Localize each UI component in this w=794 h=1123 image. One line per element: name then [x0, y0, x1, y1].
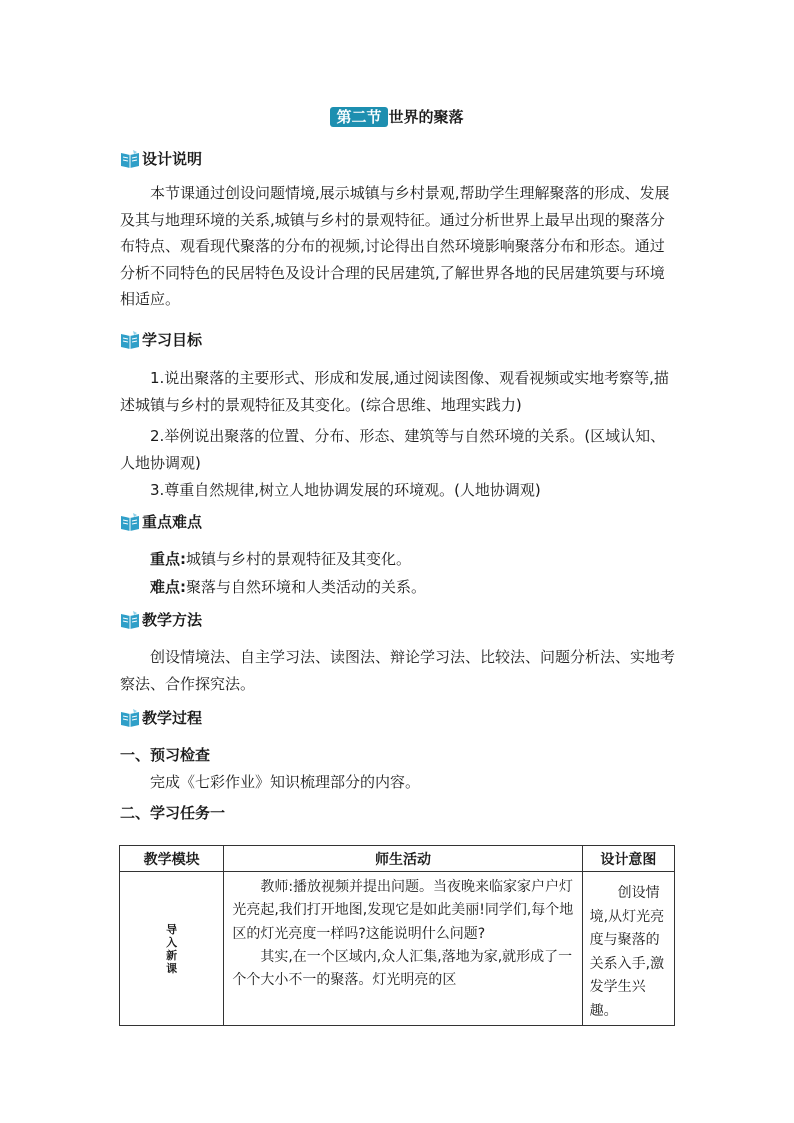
activity-cell [224, 872, 582, 1026]
difficult-point: 难点:聚落与自然环境和人类活动的关系。 [150, 578, 427, 596]
goal-item-2: 2.举例说出聚落的位置、分布、形态、建筑等与自然环境的关系。(区域认知、人地协调观) [120, 427, 666, 472]
book-icon [120, 611, 140, 629]
design-paragraph: 本节课通过创设问题情境,展示城镇与乡村景观,帮助学生理解聚落的形成、发展及其与地理环境的关系,城镇与乡村的景观特征。通过分析世界上最早出现的聚落分布特点、观看现代聚落的分布的视频,讨论得出自然环境影响聚落分布和形态。通过分析不同特色的民居特色及设计合理的民居建筑,了解世界各地的民居建筑要与环境相适应。 [120, 184, 670, 308]
intent-cell [582, 872, 674, 1026]
goal-item-1: 1.说出聚落的主要形式、形成和发展,通过阅读图像、观看视频或实地考察等,描述城镇与乡村的景观特征及其变化。(综合思维、地理实践力) [120, 369, 669, 414]
header-module: 教学模块 [120, 846, 224, 872]
methods-paragraph: 创设情境法、自主学习法、读图法、辩论学习法、比较法、问题分析法、实地考察法、合作探究法。 [120, 648, 676, 693]
book-icon [120, 709, 140, 727]
activity-para-1: 教师:播放视频并提出问题。当夜晚来临家家户户灯光亮起,我们打开地图,发现它是如此美丽!同学们,每个地区的灯光亮度一样吗?这能说明什么问题? [232, 879, 574, 942]
book-icon [120, 513, 140, 531]
title-text: 世界的聚落 [388, 108, 464, 126]
heading-text: 设计说明 [142, 150, 203, 168]
heading-text: 教学方法 [142, 611, 203, 629]
header-activity: 师生活动 [224, 846, 582, 872]
goal-item-3: 3.尊重自然规律,树立人地协调发展的环境观。(人地协调观) [150, 481, 541, 499]
step-2-title: 二、学习任务一 [120, 804, 226, 822]
table-row [120, 872, 675, 1026]
section-heading-process [120, 707, 202, 729]
section-heading-keypoints [120, 511, 202, 533]
heading-text: 重点难点 [142, 513, 203, 531]
activity-para-2: 其实,在一个区域内,众人汇集,落地为家,就形成了一个个大小不一的聚落。灯光明亮的区 [232, 948, 573, 989]
header-intent: 设计意图 [582, 846, 674, 872]
step-1-body: 完成《七彩作业》知识梳理部分的内容。 [150, 773, 421, 791]
heading-text: 学习目标 [142, 331, 203, 349]
key-point: 重点:城镇与乡村的景观特征及其变化。 [150, 550, 412, 568]
book-icon [120, 331, 140, 349]
table-header-row [120, 846, 675, 872]
section-heading-methods [120, 609, 202, 631]
page-title [0, 106, 794, 128]
section-badge: 第二节 [330, 107, 387, 127]
step-1-title: 一、预习检查 [120, 746, 211, 764]
heading-text: 教学过程 [142, 709, 203, 727]
intent-text: 创设情境,从灯光亮度与聚落的关系入手,激发学生兴趣。 [589, 885, 665, 1019]
module-cell: 导 入 新 课 [120, 872, 224, 1026]
section-heading-design [120, 148, 202, 170]
section-heading-goals [120, 329, 202, 351]
lesson-table [119, 845, 675, 1026]
book-icon [120, 150, 140, 168]
